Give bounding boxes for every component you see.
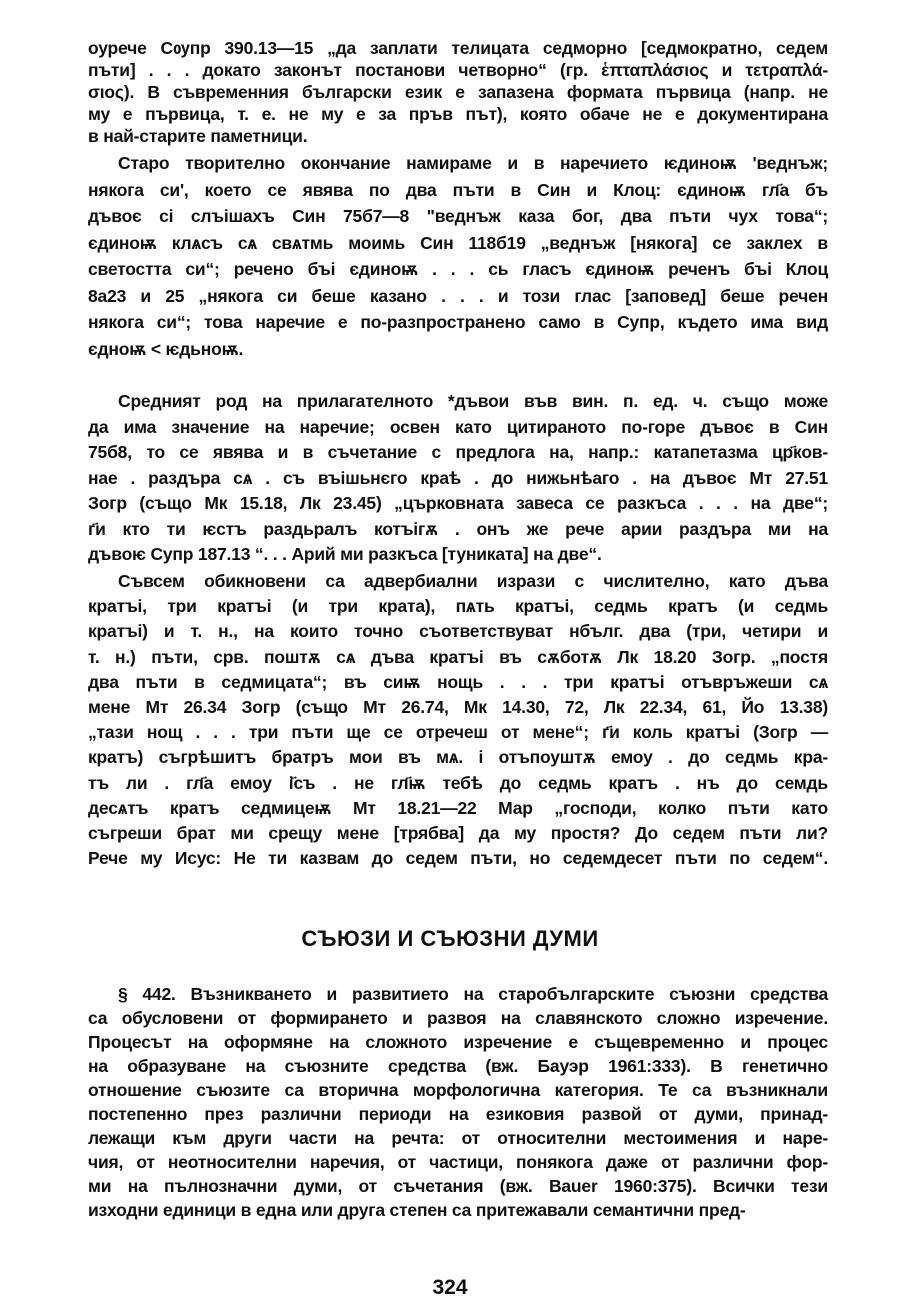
text-line: 75б8, то се явява и в съчетание с предлога на, напр.: катапетазма цр҃ков- [88, 442, 828, 462]
text-line: Зогр (също Мк 15.18, Лк 23.45) „църковната завеса се разкъса . . . на две“; [88, 493, 828, 513]
text-line: § 442. Възникването и развитието на старобългарските съюзни средства [118, 984, 828, 1004]
text-line: са обусловени от формирането и развоя на славянското сложно изречение. [88, 1008, 828, 1028]
paragraph-section-442 [88, 982, 828, 1222]
section-heading: СЪЮЗИ И СЪЮЗНИ ДУМИ [301, 926, 599, 951]
text-line: Съвсем обикновени са адвербиални изрази с числително, като дъва [118, 571, 828, 591]
text-line: постепенно през различни периоди на езиковия развой от думи, принад- [88, 1104, 828, 1124]
text-line: „тази нощ . . . три пъти ще се отречеш от мене“; г҃и коль кратъі (Зогр — [88, 722, 828, 743]
text-line: г҃и кто ти ѥстъ раздьралъ котъігѫ . онъ же рече арии раздъра ми на [88, 518, 828, 539]
text-line: някога си', което се явява по два пъти в Син и Клоц: єдиноѭ гл҃а бъ [88, 179, 828, 200]
text-line: оурече Сѹпр 390.13—15 „да заплати телицата седморно [седмократно, седем [88, 38, 828, 58]
text-line: някога си“; това наречие е по-разпространено само в Супр, където има вид [88, 312, 828, 332]
text-line: му е първица, т. е. не му е за пръв път), която обаче не е документирана [88, 104, 828, 124]
text-line: отношение съюзите са вторична морфологична категория. Те са възникнали [88, 1080, 828, 1100]
text-line: дъвоѥ Супр 187.13 “. . . Арий ми разкъса [туниката] на две“. [88, 544, 602, 564]
paragraph-adverbial-phrases [88, 569, 828, 871]
text-line: да има значение на наречие; освен като цитираното по-горе дъвоє в Син [88, 416, 828, 437]
text-line: чия, от неотносителни наречия, от частици, понякога даже от различни фор- [88, 1152, 828, 1172]
text-line: дъвоє сі слъішахъ Син 75б7—8 "веднъж каза бог, два пъти чух това“; [88, 206, 828, 226]
text-line: Старо творително окончание намираме и в наречието ѥдиноѭ 'веднъж; [118, 153, 828, 173]
paragraph-ordinal-adverbs [88, 37, 828, 147]
paragraph-neuter-adjective [88, 389, 828, 568]
text-line: два пъти в седмицата“; въ сиѭ нощь . . . три кратъі отъвръжеши сѧ [88, 671, 828, 692]
text-line: єдноѭ < ѥдьноѭ. [88, 338, 244, 359]
text-line: єдиноѭ клѧсъ сѧ свѧтмь моимь Син 118б19 „веднъж [някога] се заклех в [88, 232, 828, 253]
text-line: Средният род на прилагателното *дъвои във вин. п. ед. ч. също може [118, 391, 828, 411]
text-line: 8а23 и 25 „някога си беше казано . . . и този глас [заповед] беше речен [88, 285, 828, 306]
text-line: тъ ли . гл҃а емоу і҃съ . не гл҃ѭ тебѣ до седмь кратъ . нъ до семдь [88, 772, 828, 793]
text-line: кратъ) съгрѣшитъ братръ мои въ мѧ. і отъпоуштѫ емоу . до седмь кра- [88, 747, 828, 768]
text-line: пъти] . . . докато законът постанови четворно“ (гр. ἑπταπλάσιος и τετραπλά- [88, 60, 828, 80]
text-line: т. н.) пъти, срв. поштѫ сѧ дъва кратъі въ сѫботѫ Лк 18.20 Зогр. „постя [88, 646, 828, 667]
page-number: 324 [432, 1276, 468, 1299]
text-line: нае . раздъра сѧ . съ въішьнєго краѣ . до нижьнѣаго . на дъвоє Мт 27.51 [88, 467, 828, 488]
text-line: на образуване на съюзните средства (вж. Бауэр 1961:333). В генетично [88, 1056, 828, 1076]
text-line: кратъі, три кратъі (и три крата), пѧть кратъі, седмь кратъ (и седмь [88, 596, 828, 617]
text-line: ми на пълнозначни думи, от съчетания (вж. Bauer 1960:375). Всички тези [88, 1176, 828, 1196]
text-line: в най-старите паметници. [88, 126, 308, 146]
text-line: изходни единици в една или друга степен са притежавали семантични пред- [88, 1200, 746, 1220]
text-line: Процесът на оформяне на сложното изречение е същевременно и процес [88, 1032, 828, 1052]
text-line: светостта си“; речено бъі єдиноѭ . . . сь гласъ єдиноѭ реченъ бъі Клоц [88, 259, 828, 279]
text-line: Рече му Исус: Не ти казвам до седем пъти, но седемдесет пъти по седем“. [88, 848, 828, 869]
text-line: съгреши брат ми срещу мене [трябва] да му простя? До седем пъти ли? [88, 823, 828, 844]
text-line: мене Мт 26.34 Зогр (също Мт 26.74, Мк 14.30, 72, Лк 22.34, 61, Йо 13.38) [88, 697, 828, 718]
text-line: десѧтъ кратъ седмицеѭ Мт 18.21—22 Мар „господи, колко пъти като [88, 797, 828, 818]
paragraph-instrumental-ending [88, 150, 828, 362]
text-line: кратъі) и т. н., на които точно съответствуват нбълг. два (три, четири и [88, 621, 828, 642]
text-line: лежащи към други части на речта: от относителни местоимения и наре- [88, 1128, 828, 1148]
text-line: σιος). В съвременния български език е запазена формата първица (напр. не [88, 82, 828, 102]
